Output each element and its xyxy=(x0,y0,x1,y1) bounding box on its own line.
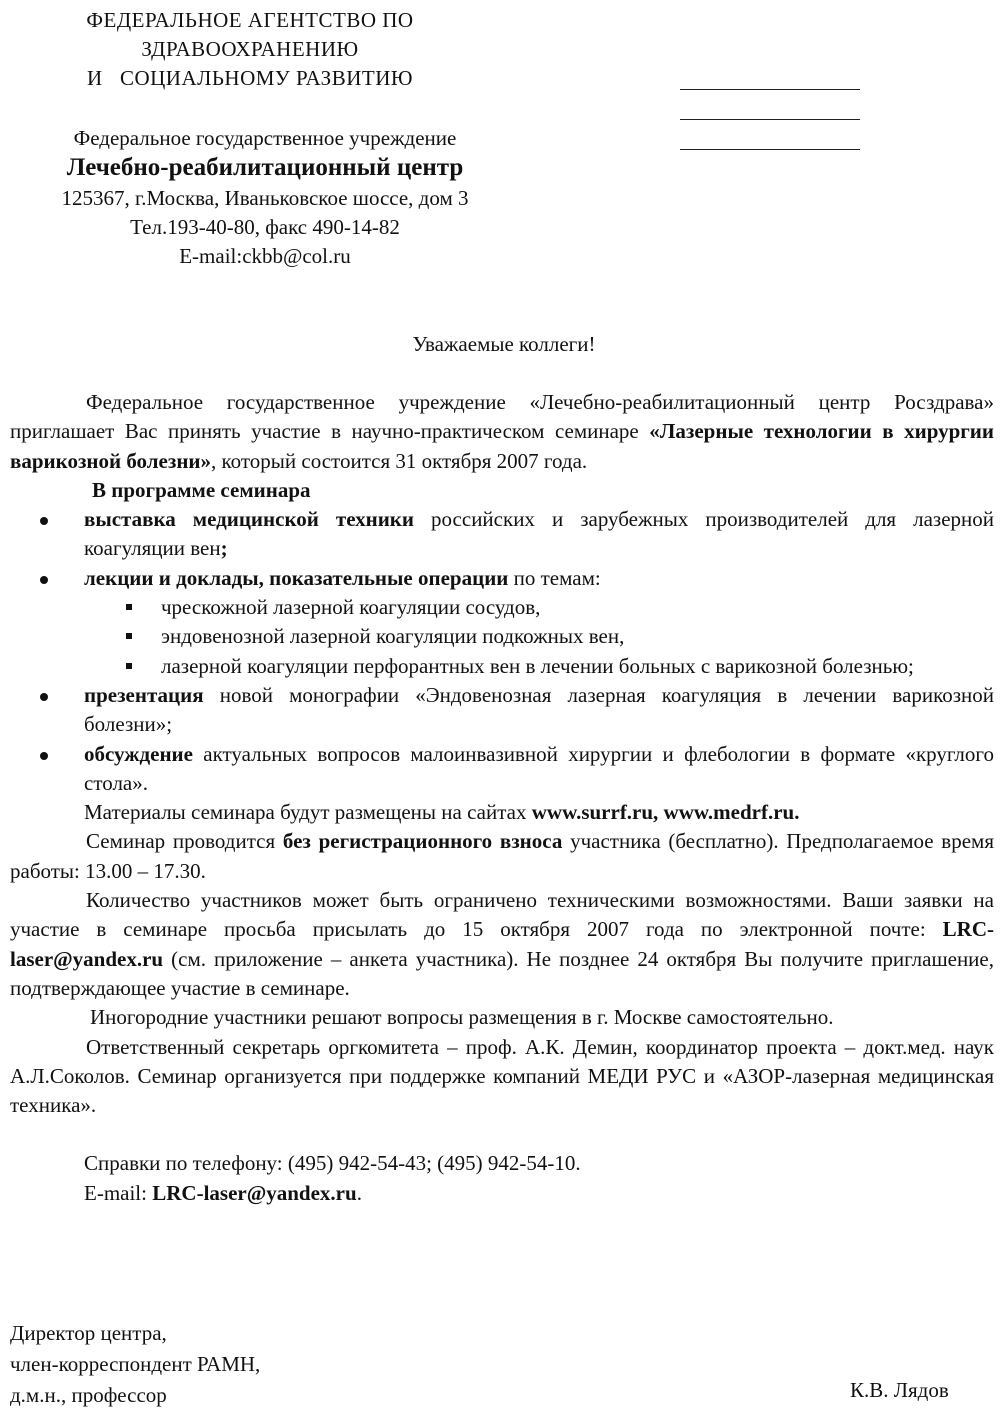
signature-line-2: член-корреспондент РАМН, xyxy=(10,1352,261,1376)
blank-line xyxy=(680,90,860,120)
spacer xyxy=(10,1120,994,1149)
square-bullet-icon xyxy=(126,663,132,669)
contact-email-link[interactable]: LRC-laser@yandex.ru xyxy=(152,1180,357,1205)
fee-time: участника (бесплатно). Предполагаемое время работы: 13.00 – 17.30. xyxy=(10,829,994,883)
subtopic-text: лазерной коагуляции перфорантных вен в лечении больных с варикозной болезнью; xyxy=(161,653,914,678)
signature-line-1: Директор центра, xyxy=(10,1321,167,1345)
organizers-paragraph: Ответственный секретарь оргкомитета – проф. А.К. Демин, координатор проекта – докт.мед. наук А.Л.Соколов. Семинар организуется при поддержке компаний МЕДИ РУС и «АЗОР-лазерная медицинская техника». xyxy=(10,1034,994,1118)
materials-text: Материалы семинара будут размещены на сайтах xyxy=(84,800,532,825)
agency-line-2: ЗДРАВООХРАНЕНИЮ xyxy=(141,37,359,61)
subtopic-item xyxy=(10,593,994,622)
bullet-icon xyxy=(40,576,48,584)
fee-text: Семинар проводится xyxy=(86,829,283,854)
program-item-text: российских и зарубежных производителей для лазерной коагуляции вен xyxy=(84,507,995,561)
blank-line xyxy=(680,120,860,150)
program-item-text: по темам: xyxy=(508,565,601,590)
program-item xyxy=(10,564,994,593)
contact-phone: Справки по телефону: (495) 942-54-43; (495) 942-54-10. xyxy=(84,1151,581,1176)
seminar-title: «Лазерные технологии в хирургии варикозной болезни» xyxy=(10,419,995,473)
org-type: Федеральное государственное учреждение xyxy=(73,126,457,150)
program-item-bold: выставка медицинской техники xyxy=(84,507,415,532)
program-item xyxy=(10,681,994,740)
accommodation-paragraph: Иногородние участники решают вопросы размещения в г. Москве самостоятельно. xyxy=(90,1005,834,1030)
registration-deadline: (см. приложение – анкета участника). Не позднее 24 октября Вы получите приглашение, подтверждающее участие в семинаре. xyxy=(10,946,994,1000)
square-bullet-icon xyxy=(126,604,132,610)
intro-paragraph xyxy=(10,388,994,476)
bullet-icon xyxy=(40,693,48,701)
fee-paragraph xyxy=(10,827,994,886)
organization-block xyxy=(0,124,530,271)
org-name: Лечебно-реабилитационный центр xyxy=(66,154,464,181)
program-item xyxy=(10,740,994,799)
addressee-blank-lines xyxy=(680,60,860,150)
org-phone: Тел.193-40-80, факс 490-14-82 xyxy=(130,215,400,239)
program-item-bold: презентация xyxy=(84,682,204,707)
program-item-text: новой монографии «Эндовенозная лазерная коагуляция в лечении варикозной болезни»; xyxy=(84,682,994,737)
bullet-icon xyxy=(40,752,48,760)
program-item-tail: ; xyxy=(220,536,228,561)
signature-line-3: д.м.н., профессор xyxy=(10,1383,167,1407)
agency-name xyxy=(20,6,480,93)
program-item xyxy=(10,505,994,564)
program-item-text: актуальных вопросов малоинвазивной хирургии и флебологии в формате «круглого стола». xyxy=(84,741,994,795)
blank-line xyxy=(680,60,860,90)
materials-paragraph xyxy=(10,798,994,827)
registration-email-link[interactable]: LRC-laser@yandex.ru xyxy=(10,917,994,971)
bullet-icon xyxy=(40,517,48,525)
registration-text: Количество участников может быть ограничено техническими возможностями. Ваши заявки на участие в семинаре просьба присылать до 15 октября 2007 года по электронной почте: xyxy=(10,888,994,942)
fee-bold: без регистрационного взноса xyxy=(282,829,563,854)
org-email: E-mail:ckbb@col.ru xyxy=(179,244,351,268)
signature-name: К.В. Лядов xyxy=(850,1378,949,1402)
agency-line-1: ФЕДЕРАЛЬНОЕ АГЕНТСТВО ПО xyxy=(86,8,414,32)
subtopic-text: эндовенозной лазерной коагуляции подкожных вен, xyxy=(161,624,625,649)
org-address: 125367, г.Москва, Иваньковское шоссе, дом 3 xyxy=(61,186,469,210)
registration-paragraph xyxy=(10,886,994,1003)
contact-email-tail: . xyxy=(356,1180,362,1205)
salutation: Уважаемые коллеги! xyxy=(412,332,596,356)
program-heading: В программе семинара xyxy=(92,477,311,502)
contact-email-label: E-mail: xyxy=(84,1180,153,1205)
contact-email xyxy=(10,1179,994,1208)
agency-line-3: И СОЦИАЛЬНОМУ РАЗВИТИЮ xyxy=(87,66,413,90)
program-item-bold: лекции и доклады, показательные операции xyxy=(84,565,509,590)
signature-title xyxy=(10,1318,260,1411)
materials-sites-link[interactable]: www.surrf.ru, www.medrf.ru. xyxy=(531,800,800,825)
subtopic-item xyxy=(10,652,994,681)
subtopic-text: чрескожной лазерной коагуляции сосудов, xyxy=(161,595,541,620)
intro-text: Федеральное государственное учреждение «Лечебно-реабилитационный центр Росздрава» приглашает Вас принять участие в научно-практическом семинаре xyxy=(10,390,994,444)
program-item-bold: обсуждение xyxy=(84,741,193,766)
letter-body xyxy=(10,388,994,1208)
square-bullet-icon xyxy=(126,633,132,639)
subtopic-item xyxy=(10,622,994,651)
intro-date: , который состоится 31 октября 2007 года. xyxy=(211,448,588,473)
